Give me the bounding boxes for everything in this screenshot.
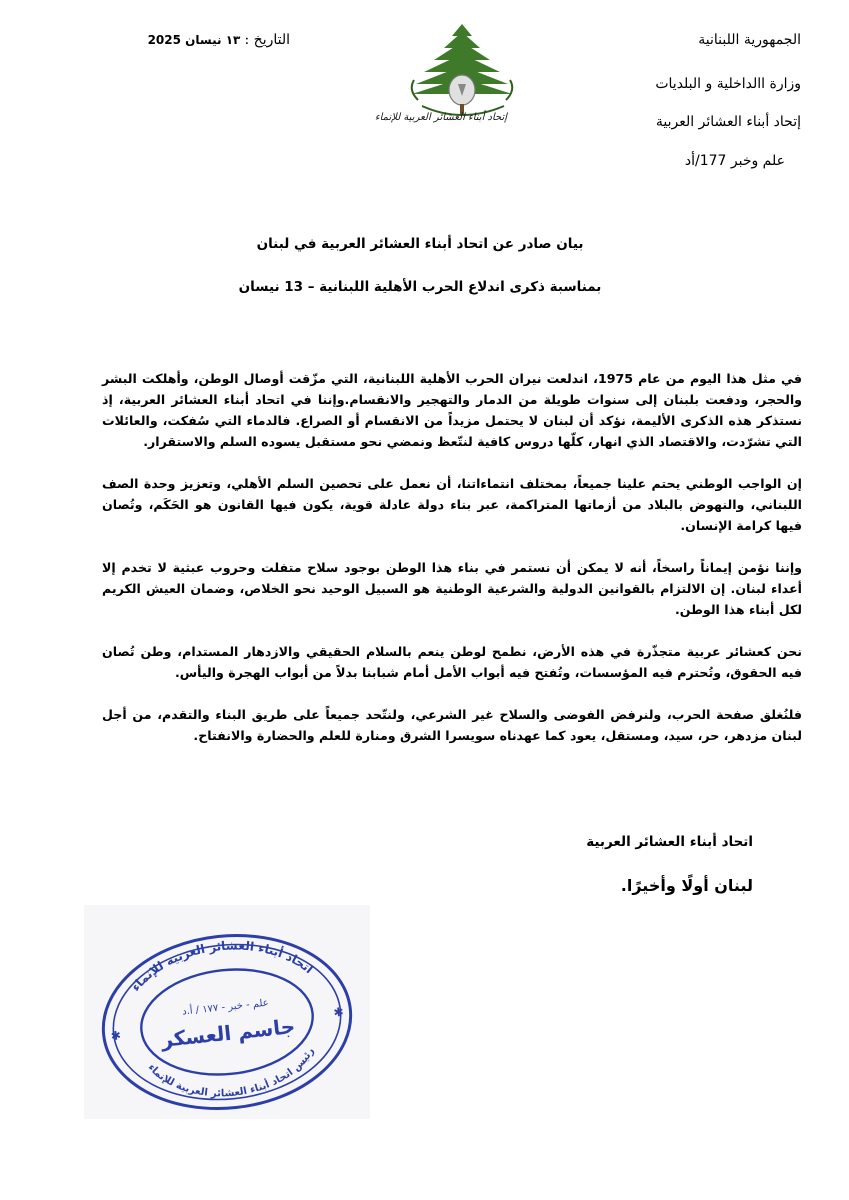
body-paragraph: نحن كعشائر عربية متجذّرة في هذه الأرض، نطمح لوطن ينعم بالسلام الحقيقي والازدهار المستدام، وطن تُصان فيه الحقوق، وتُحترم فيه المؤسسات، وتُفتح فيه أبواب الأمل أمام شبابنا بدلاً من أبواب الهجرة واليأس. [102,644,802,680]
body-paragraph: إن الواجب الوطني يحتم علينا جميعاً، بمختلف انتماءاتنا، أن نعمل على تحصين السلم الأهلي، وتعزيز وحدة الصف اللبناني، والنهوض بالبلاد من أزماتها المتراكمة، عبر بناء دولة عادلة قوية، يكون فيها القانون هو الحَكَم، وتُصان فيها كرامة الإنسان. [102,476,802,533]
emblem-caption: إتحاد أبناء العشائر العربية للإنماء [374,112,508,123]
stamp-reg-text: علم - خبر - ١٧٧ / أ.د [181,997,270,1018]
body-paragraph: وإننا نؤمن إيماناً راسخاً، أنه لا يمكن أن نستمر في بناء هذا الوطن بوجود سلاح متفلت وحروب عبثية لا تخدم إلا أعداء لبنان. إن الالتزام بالقوانين الدولية والشرعية الوطنية هو السبيل الوحيد نحو الخلاص، وضمان العيش الكريم لكل أبناء هذا الوطن. [102,560,802,617]
stamp-bottom-text: رئيس اتحاد أبناء العشائر العربية للإنماء [145,1045,317,1100]
statement-subtitle: بمناسبة ذكرى اندلاع الحرب الأهلية اللبنانية – 13 نيسان [238,279,602,295]
date-label: التاريخ : [244,32,290,48]
stamp-name-text: جاسم العسكر [160,1013,297,1052]
svg-text:✱: ✱ [332,1004,345,1020]
body-paragraph: فلنُغلق صفحة الحرب، ولنرفض الفوضى والسلاح غير الشرعي، ولنتّحد جميعاً على طريق البناء والتقدم، من أجل لبنان مزدهر، حر، سيد، ومستقل، يعود كما عهدناه سويسرا الشرق ومنارة للعلم والحضارة والانفتاح. [102,707,802,743]
statement-title: بيان صادر عن اتحاد أبناء العشائر العربية في لبنان [256,236,584,252]
signature-slogan: لبنان أولًا وأخيرًا. [620,876,753,895]
statement-body [102,368,802,767]
stamp-outer-text: اتحاد أبناء العشائر العربية للإنماء [128,938,316,994]
body-paragraph: في مثل هذا اليوم من عام 1975، اندلعت نيران الحرب الأهلية اللبنانية، التي مزّقت أوصال الوطن، وأهلكت البشر والحجر، ودفعت بلبنان إلى سنوات طويلة من الدمار والتهجير والانقسام.وإننا في اتحاد أبناء العشائر العربية، إذ نستذكر هذه الذكرى الأليمة، نؤكد أن لبنان لا يحتمل مزيداً من الانقسام أو الصراع. فالدماء التي سُفكت، والعائلات التي تشرّدت، والاقتصاد الذي انهار، كلّها دروس كافية لنتّعظ ونمضي نحو مستقبل يسوده السلم والاستقرار. [102,371,802,449]
union-name: إتحاد أبناء العشائر العربية [655,114,801,130]
signature-org: اتحاد أبناء العشائر العربية [586,834,753,850]
svg-text:رئيس اتحاد أبناء العشائر العرب [145,1045,321,1108]
date-value: ١٣ نيسان 2025 [147,33,241,47]
svg-text:✱: ✱ [110,1028,122,1044]
republic-name: الجمهورية اللبنانية [698,32,801,48]
registration-number: علم وخبر 177/أد [684,153,785,169]
date-line [130,32,290,48]
official-stamp-icon [87,917,367,1127]
svg-text:اتحاد أبناء العشائر العربية لل [125,930,317,995]
ministry-name: وزارة االداخلية و البلديات [655,76,801,92]
